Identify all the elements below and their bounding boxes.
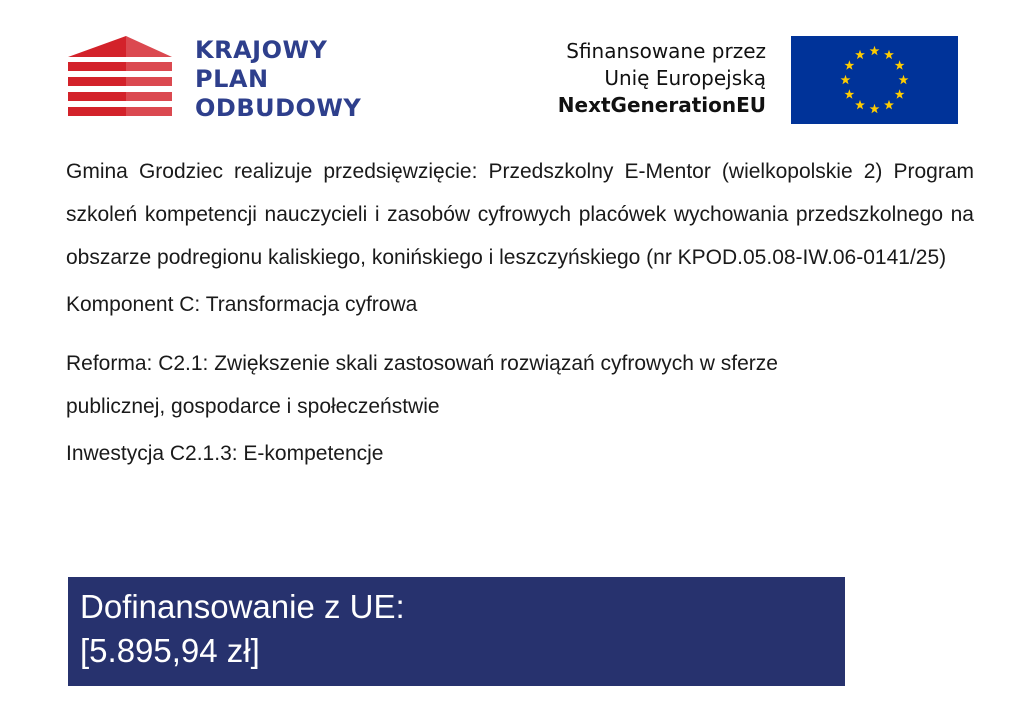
- reform-line: Reforma: C2.1: Zwiększenie skali zastosowań rozwiązań cyfrowych w sferze publicznej, gospodarce i społeczeństwie: [66, 352, 778, 418]
- kpo-line: KRAJOWY: [195, 36, 328, 64]
- kpo-logo-icon: [68, 36, 172, 122]
- eu-line: Sfinansowane przez: [566, 39, 766, 63]
- component-line: Komponent C: Transformacja cyfrowa: [66, 293, 418, 316]
- eu-line: Unię Europejską: [604, 66, 766, 90]
- project-intro: Gmina Grodziec realizuje przedsięwzięcie: Przedszkolny E-Mentor (wielkopolskie 2) Program szkoleń kompetencji nauczycieli i zasobów cyfrowych placówek wychowania przedszkolnego na obszarze podregionu kaliskiego, konińskiego i leszczyńskiego (nr KPOD.05.08-IW.06-0141/25): [66, 160, 974, 269]
- eu-program-name: NextGenerationEU: [557, 93, 766, 117]
- kpo-line: ODBUDOWY: [195, 94, 362, 122]
- funding-amount: [5.895,94 zł]: [80, 632, 260, 669]
- project-description: [66, 150, 974, 491]
- investment-line: Inwestycja C2.1.3: E-kompetencje: [66, 442, 384, 465]
- kpo-line: PLAN: [195, 65, 269, 93]
- funding-box: [68, 577, 845, 686]
- eu-flag-icon: [791, 36, 958, 124]
- eu-funding-label: [558, 38, 766, 119]
- kpo-logo-text: [195, 36, 361, 123]
- funding-label: Dofinansowanie z UE:: [80, 588, 405, 625]
